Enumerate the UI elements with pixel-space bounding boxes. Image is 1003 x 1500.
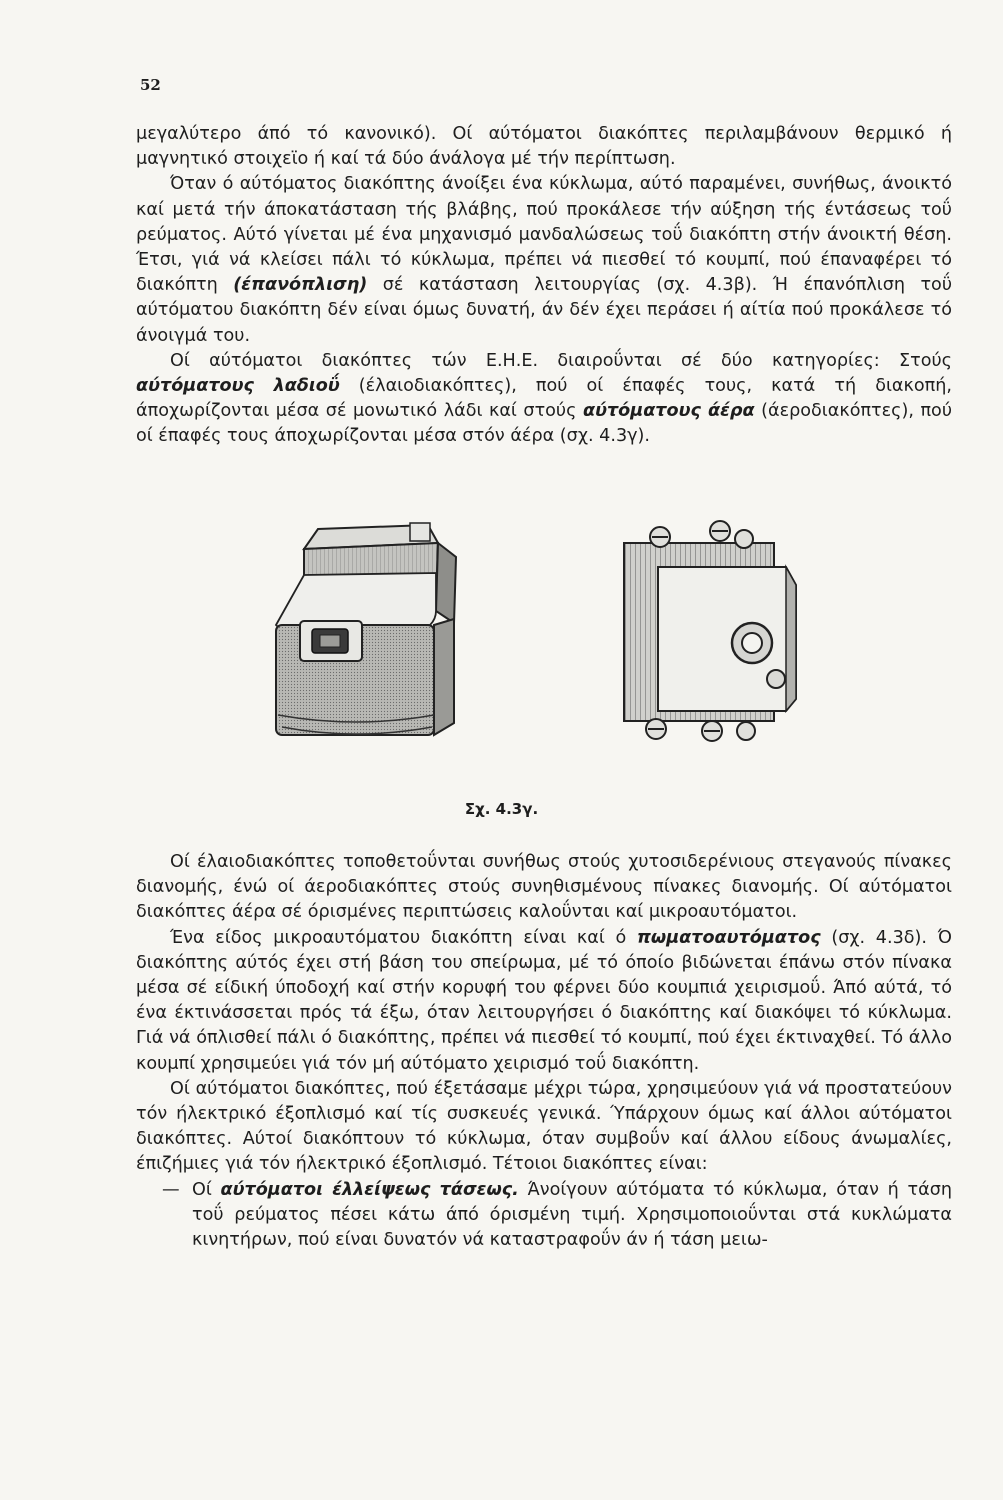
term-rearming: (έπανόπλιση) [233,275,368,296]
text-block-bottom [136,850,952,1253]
term-air-breakers: αύτόματους άέρα [582,401,755,422]
paragraph [136,349,952,450]
text-run: σέ κατάσταση λειτουργίας (σχ. 4.3β). Ή έπανόπλιση τοΰ αύτόματου διακόπτη δέν είναι όμως δυνατή, άν δέν έχει περάσει ή αίτία πού προκάλεσε τό άνοιγμά του. [136,275,952,346]
air-circuit-breaker-illustration [600,515,820,755]
list-item [136,1178,952,1254]
text-run: Οί [192,1179,212,1200]
term-oil-breakers: αύτόματους λαδιοΰ [136,376,340,397]
text-run: (σχ. 4.3δ). Ό διακόπτης αύτός έχει στή βάση του σπείρωμα, μέ τό όποίο βιδώνεται έπάνω στόν πίνακα μέσα σέ είδική ύποδοχή καί στήν κορυφή του φέρνει δύο κουμπιά χειρισμοΰ. Άπό αύτά, τό ένα έκτινάσσεται πρός τά έξω, όταν λειτουργήσει ό διακόπτης καί διακόψει τό κύκλωμα. Γιά νά όπλισθεί πάλι ό διακόπτης, πρέπει νά πιεσθεί τό κουμπί, πού έχει έκτιναχθεί. Τό άλλο κουμπί χρησιμεύει γιά τόν μή αύτόματο χειρισμό τοΰ διακόπτη. [136,927,952,1074]
text-run: Όταν ό αύτόματος διακόπτης άνοίξει ένα κύκλωμα, αύτό παραμένει, συνήθως, άνοικτό καί μετά τήν άποκατάσταση τής βλάβης, πού προκάλεσε τήν αύξηση τής έντάσεως τοΰ ρεύματος. Αύτό γίνεται μέ ένα μηχανισμό μανδαλώσεως τοΰ διακόπτη στήν άνοικτή θέση. Έτσι, γιά νά κλείσει πάλι τό κύκλωμα, πρέπει νά πιεσθεί τό κουμπί, πού έπαναφέρει τό διακόπτη [136,174,952,296]
text-run: Άνοίγουν αύτόματα τό κύκλωμα, όταν ή τάση τοΰ ρεύματος πέσει κάτω άπό όρισμένη τιμή. Χρησιμοποιοΰνται στά κυκλώματα κινητήρων, πού είναι δυνατόν νά καταστραφοΰν άν ή τάση μειω- [192,1179,953,1251]
text-block-top [136,122,952,450]
text-run: (άεροδιακόπτες), πού οί έπαφές τους άποχωρίζονται μέσα στόν άέρα (σχ. 4.3γ). [136,401,953,447]
oil-circuit-breaker-illustration [260,515,480,755]
paragraph [136,172,952,348]
term-undervoltage: αύτόματοι έλλείψεως τάσεως. [220,1179,519,1200]
dash-mark: — [162,1179,180,1200]
paragraph: Οί έλαιοδιακόπτες τοποθετοΰνται συνήθως στούς χυτοσιδερένιους στεγανούς πίνακες διανομής, ένώ οί άεροδιακόπτες στούς συνηθισμένους πίνακες διανομής. Οί αύτόματοι διακόπτες άέρα σέ όρισμένες περιπτώσεις καλοΰνται καί μικροαυτόματοι. [136,852,952,923]
figure [260,515,820,755]
figure-caption: Σχ. 4.3γ. [464,800,539,818]
text-run: Οί αύτόματοι διακόπτες τών Ε.Η.Ε. διαιροΰνται σέ δύο κατηγορίες: Στούς [170,350,952,371]
page-number: 52 [140,76,161,94]
paragraph: μεγαλύτερο άπό τό κανονικό). Οί αύτόματοι διακόπτες περιλαμβάνουν θερμικό ή μαγνητικό στοιχεϊο ή καί τά δύο άνάλογα μέ τήν περίπτωση. [136,124,952,170]
paragraph: Οί αύτόματοι διακόπτες, πού έξετάσαμε μέχρι τώρα, χρησιμεύουν γιά νά προστατεύουν τόν ήλεκτρικό έξοπλισμό καί τίς συσκευές γενικά. Ύπάρχουν όμως καί άλλοι αύτόματοι διακόπτες. Αύτοί διακόπτουν τό κύκλωμα, όταν συμβοΰν καί άλλου είδους άνωμαλίες, έπιζήμιες γιά τόν ήλεκτρικό έξοπλισμό. Τέτοιοι διακόπτες είναι: [136,1078,952,1175]
text-run: (έλαιοδιακόπτες), πού οί έπαφές τους, κατά τή διακοπή, άποχωρίζονται μέσα σέ μονωτικό λάδι καί στούς [136,376,952,422]
term-plug-breaker: πωματοαυτόματος [637,927,821,948]
paragraph [136,926,952,1077]
text-run: Ένα είδος μικροαυτόματου διακόπτη είναι καί ό [170,927,627,948]
